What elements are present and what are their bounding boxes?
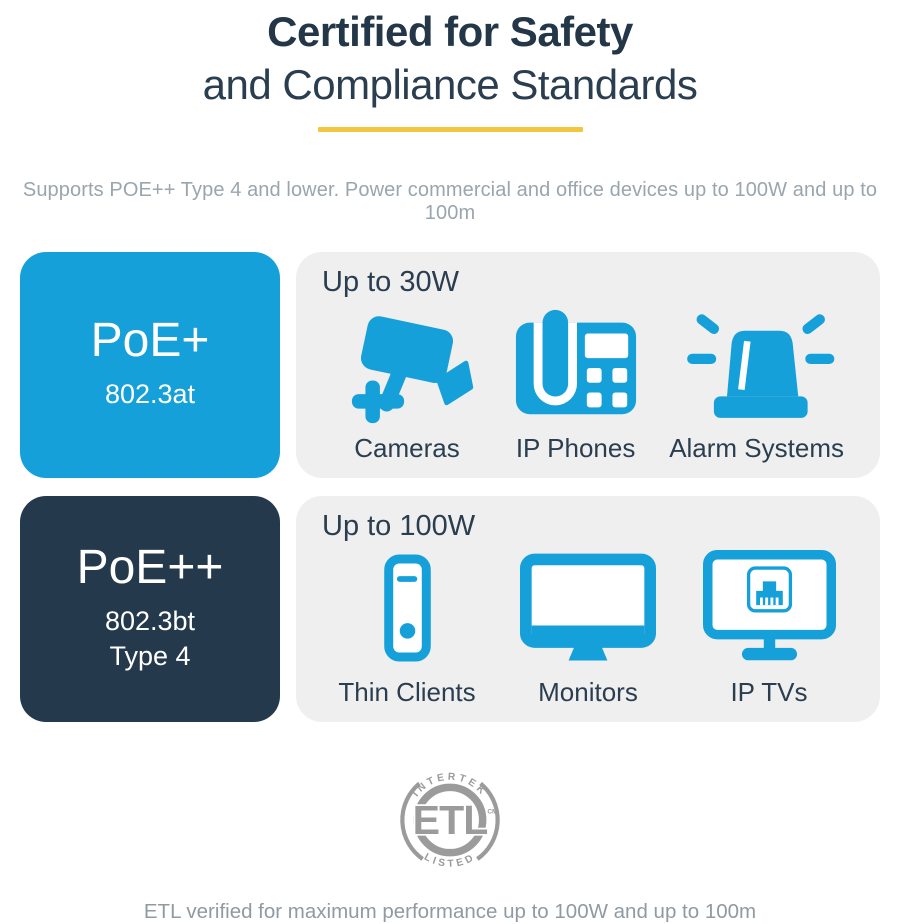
poe-plus-plus-badge	[20, 496, 280, 722]
rows-container	[0, 252, 900, 722]
etl-logo-wrap	[0, 764, 900, 876]
panel-item-ip-phones	[501, 303, 651, 464]
row-poe-plus-plus	[20, 496, 880, 722]
alarm-siren-icon	[682, 303, 832, 425]
etl-logo-center-text: ETL	[412, 796, 488, 843]
poe-plus-plus-panel	[296, 496, 880, 722]
thin-client-icon	[383, 547, 432, 669]
panel-item-cameras	[332, 303, 482, 464]
poe-plus-panel	[296, 252, 880, 478]
panel-heading: Up to 100W	[322, 509, 476, 542]
row-poe-plus	[20, 252, 880, 478]
badge-title: PoE++	[76, 540, 224, 594]
etl-logo-bottom-text: LISTED	[422, 851, 478, 870]
panel-item-thin-clients	[332, 547, 482, 708]
etl-logo-top-text: INTERTEK	[410, 771, 490, 799]
panel-items	[322, 547, 854, 708]
panel-item-monitors	[513, 547, 663, 708]
item-label: IP TVs	[730, 677, 808, 708]
ip-tv-icon	[703, 547, 836, 669]
page-title-line1: Certified for Safety	[267, 8, 633, 55]
badge-type: Type 4	[109, 640, 191, 671]
footer-note: ETL verified for maximum performance up to 100W and up to 100m	[143, 899, 757, 923]
monitor-icon	[520, 547, 656, 669]
ip-phone-icon	[512, 303, 640, 425]
panel-items	[322, 303, 854, 464]
subtitle-text: Supports POE++ Type 4 and lower. Power commercial and office devices up to 100W and up to 100m	[22, 178, 878, 224]
panel-heading: Up to 30W	[322, 265, 459, 298]
etl-intertek-listed-logo	[394, 764, 506, 876]
item-label: Monitors	[538, 677, 638, 708]
item-label: IP Phones	[515, 433, 636, 464]
badge-title: PoE+	[90, 314, 210, 368]
item-label: Alarm Systems	[669, 433, 844, 464]
page-title-line2: and Compliance Standards	[202, 61, 698, 109]
item-label: Thin Clients	[338, 677, 476, 708]
yellow-divider	[318, 127, 583, 132]
item-label: Cameras	[354, 433, 460, 464]
poe-plus-badge	[20, 252, 280, 478]
etl-logo-cm-mark: CM	[487, 808, 498, 816]
panel-item-ip-tvs	[694, 547, 844, 708]
badge-standard: 802.3at	[104, 379, 196, 410]
badge-standard: 802.3bt	[104, 605, 196, 636]
cctv-camera-icon	[344, 303, 470, 425]
panel-item-alarm-systems	[669, 303, 844, 464]
